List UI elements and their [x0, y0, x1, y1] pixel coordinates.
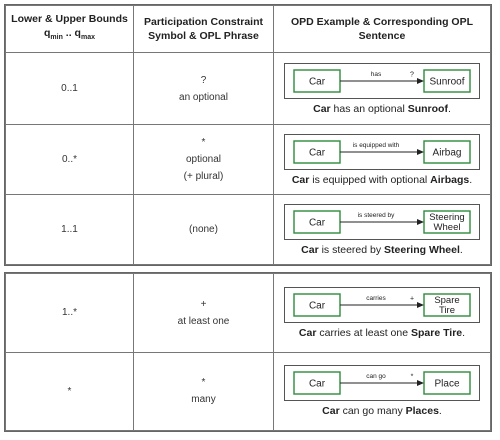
example-cell — [274, 53, 491, 125]
example-cell — [274, 125, 491, 195]
example-cell — [274, 274, 491, 353]
sentence-object: Places — [405, 405, 439, 418]
table-block-lower — [4, 272, 492, 432]
sentence-middle: is equipped with optional — [309, 173, 431, 186]
constraints-table-lower — [5, 273, 491, 431]
opl-sentence — [274, 327, 490, 339]
header-bounds-line1: Lower & Upper Bounds — [11, 13, 128, 26]
table-row — [6, 53, 491, 125]
sentence-object: Steering Wheel — [384, 243, 460, 256]
constraint-cell — [134, 53, 274, 125]
bounds-cell: * — [6, 352, 134, 431]
table-block-upper — [4, 4, 492, 266]
sentence-end: . — [447, 102, 451, 115]
source-object-label: Car — [308, 378, 326, 390]
target-object-label: Sunroof — [429, 76, 465, 87]
constraint-phrase: at least one — [177, 315, 230, 327]
target-object-label: Wheel — [433, 221, 461, 233]
example-cell — [274, 352, 491, 431]
header-constraint: Participation Constraint Symbol & OPL Phrase — [134, 6, 274, 53]
target-object-label: Tire — [438, 304, 456, 316]
opd-diagram — [284, 63, 480, 99]
constraint-symbol: ? — [200, 74, 207, 86]
constraint-cell — [134, 274, 274, 353]
sentence-middle: is steered by — [318, 243, 385, 256]
target-object-label: Steering — [429, 211, 465, 223]
sentence-middle: can go many — [339, 405, 406, 418]
sentence-middle: has an optional — [330, 102, 408, 115]
constraint-phrase: (none) — [189, 224, 218, 235]
sentence-object: Spare Tire — [410, 326, 463, 339]
header-bounds-line2: $q_{min}$ .. $q_{max}$ — [44, 27, 95, 42]
opl-sentence — [274, 103, 490, 115]
bounds-cell: 0..* — [6, 125, 134, 195]
constraint-cell — [134, 125, 274, 195]
participation-mark: * — [410, 373, 414, 381]
sentence-end: . — [462, 326, 466, 339]
example-cell — [274, 195, 491, 265]
table-row — [6, 274, 491, 353]
constraint-cell — [134, 195, 274, 265]
sentence-object: Airbags — [430, 173, 470, 186]
link-label: is steered by — [357, 211, 395, 219]
sentence-object: Sunroof — [407, 102, 448, 115]
constraint-symbol: + — [200, 298, 207, 310]
opd-diagram — [284, 287, 480, 323]
constraint-extra: (+ plural) — [183, 171, 224, 182]
link-label: is equipped with — [352, 141, 400, 149]
arrowhead-icon — [417, 78, 424, 84]
table-row — [6, 195, 491, 265]
target-object-label: Place — [434, 378, 460, 390]
arrowhead-icon — [417, 380, 424, 386]
sentence-subject: Car — [301, 243, 319, 256]
constraint-cell — [134, 352, 274, 431]
constraint-phrase: optional — [185, 154, 222, 165]
arrowhead-icon — [417, 302, 424, 308]
link-label: carries — [366, 294, 386, 302]
sentence-end: . — [459, 243, 463, 256]
header-row — [6, 6, 491, 53]
opl-sentence — [274, 244, 490, 256]
arrowhead-icon — [417, 149, 424, 155]
target-object-label: Airbag — [432, 147, 462, 158]
target-object-label: Spare — [434, 294, 460, 306]
sentence-subject: Car — [313, 102, 331, 115]
source-object-label: Car — [308, 217, 326, 228]
source-object-label: Car — [308, 147, 326, 158]
sentence-end: . — [469, 173, 473, 186]
arrowhead-icon — [417, 219, 424, 225]
bounds-cell: 1..* — [6, 274, 134, 353]
link-label: can go — [366, 373, 386, 381]
opd-diagram — [284, 365, 480, 401]
source-object-label: Car — [308, 300, 326, 312]
constraint-phrase: an optional — [179, 91, 228, 103]
sentence-subject: Car — [291, 173, 310, 186]
sentence-middle: carries at least one — [316, 326, 411, 339]
constraints-table-upper — [5, 5, 491, 265]
bounds-cell: 1..1 — [6, 195, 134, 265]
header-example: OPD Example & Corresponding OPL Sentence — [274, 6, 491, 53]
constraint-symbol: * — [201, 137, 206, 148]
participation-mark: + — [409, 295, 415, 303]
sentence-subject: Car — [298, 326, 317, 339]
table-row — [6, 125, 491, 195]
table-row — [6, 352, 491, 431]
sentence-subject: Car — [322, 405, 340, 418]
link-label: has — [370, 70, 382, 78]
opd-diagram — [284, 134, 480, 170]
sentence-end: . — [438, 405, 442, 418]
header-bounds — [6, 6, 134, 53]
bounds-cell: 0..1 — [6, 53, 134, 125]
source-object-label: Car — [308, 76, 326, 87]
opl-sentence — [274, 174, 490, 186]
participation-mark: ? — [410, 71, 414, 78]
opl-sentence — [274, 405, 490, 417]
constraint-phrase: many — [191, 394, 216, 406]
constraint-symbol: * — [201, 377, 206, 389]
opd-diagram — [284, 204, 480, 240]
